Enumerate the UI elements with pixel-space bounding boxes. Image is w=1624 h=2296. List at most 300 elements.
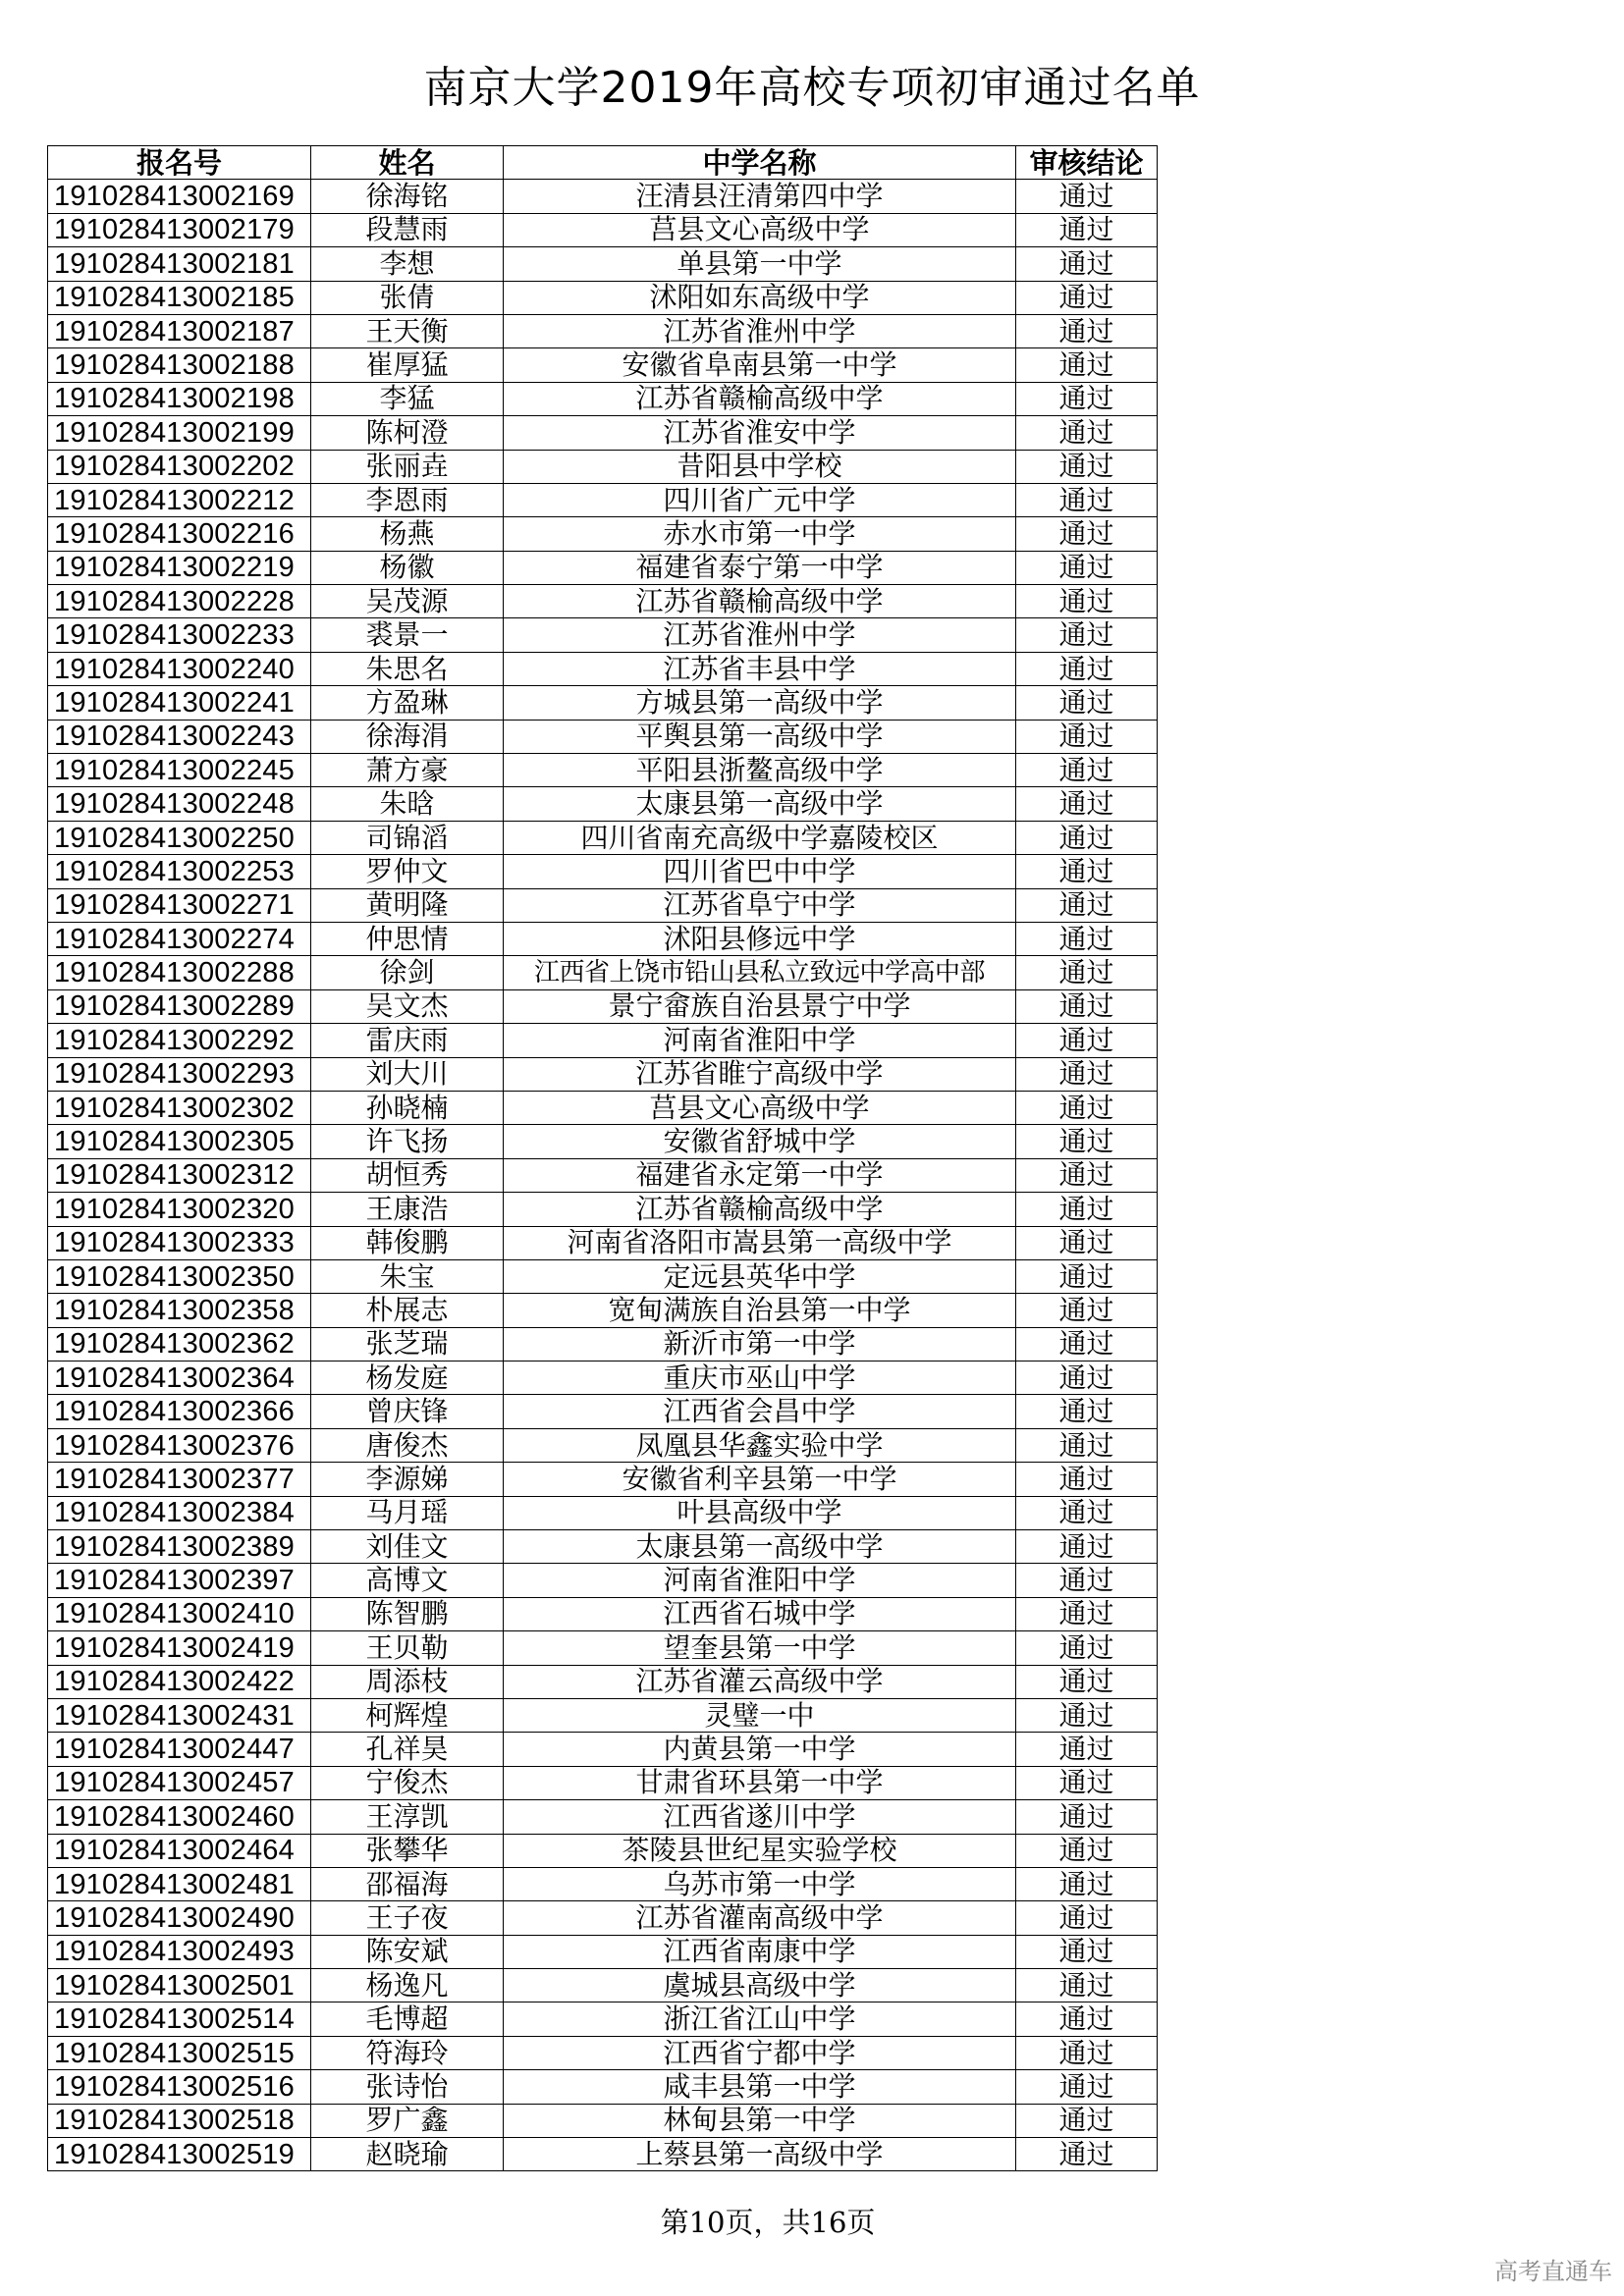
review-result-cell: 通过 (1016, 1766, 1158, 1799)
student-name-cell: 张芝瑞 (311, 1327, 504, 1361)
table-row (48, 1530, 1158, 1564)
table-row (48, 1867, 1158, 1900)
student-name-cell: 宁俊杰 (311, 1766, 504, 1799)
registration-number-cell: 191028413002274 (48, 922, 311, 955)
review-result-cell: 通过 (1016, 1631, 1158, 1665)
table-row (48, 888, 1158, 922)
student-name-cell: 朱宝 (311, 1259, 504, 1293)
review-result-cell: 通过 (1016, 1294, 1158, 1327)
table-row (48, 450, 1158, 483)
review-result-cell: 通过 (1016, 1800, 1158, 1834)
review-result-cell: 通过 (1016, 686, 1158, 720)
review-result-cell: 通过 (1016, 2070, 1158, 2104)
review-result-cell: 通过 (1016, 1091, 1158, 1124)
school-name-cell: 新沂市第一中学 (504, 1327, 1016, 1361)
table-row (48, 652, 1158, 685)
school-name-cell: 江苏省赣榆高级中学 (504, 585, 1016, 618)
review-result-cell: 通过 (1016, 314, 1158, 347)
review-result-cell: 通过 (1016, 989, 1158, 1023)
student-name-cell: 朴展志 (311, 1294, 504, 1327)
school-name-cell: 江苏省淮安中学 (504, 416, 1016, 450)
registration-number-cell: 191028413002248 (48, 787, 311, 821)
registration-number-cell: 191028413002384 (48, 1496, 311, 1529)
school-name-cell: 重庆市巫山中学 (504, 1362, 1016, 1395)
registration-number-cell: 191028413002389 (48, 1530, 311, 1564)
school-name-cell: 四川省南充高级中学嘉陵校区 (504, 821, 1016, 854)
table-row (48, 213, 1158, 246)
student-name-cell: 王康浩 (311, 1193, 504, 1226)
registration-number-cell: 191028413002179 (48, 213, 311, 246)
review-result-cell: 通过 (1016, 754, 1158, 787)
table-row (48, 618, 1158, 652)
table-row (48, 1294, 1158, 1327)
student-name-cell: 李想 (311, 247, 504, 281)
student-name-cell: 柯辉煌 (311, 1698, 504, 1732)
school-name-cell: 安徽省舒城中学 (504, 1125, 1016, 1158)
review-result-cell: 通过 (1016, 787, 1158, 821)
review-result-cell: 通过 (1016, 1226, 1158, 1259)
school-name-cell: 四川省巴中中学 (504, 855, 1016, 888)
registration-number-cell: 191028413002188 (48, 348, 311, 382)
table-row (48, 1024, 1158, 1057)
table-row (48, 1733, 1158, 1766)
student-name-cell: 王贝勒 (311, 1631, 504, 1665)
registration-number-cell: 191028413002271 (48, 888, 311, 922)
table-row (48, 585, 1158, 618)
school-name-cell: 茶陵县世纪星实验学校 (504, 1834, 1016, 1867)
review-result-cell: 通过 (1016, 2002, 1158, 2036)
school-name-cell: 江西省上饶市铅山县私立致远中学高中部 (504, 956, 1016, 989)
table-row (48, 989, 1158, 1023)
school-name-cell: 太康县第一高级中学 (504, 1530, 1016, 1564)
student-name-cell: 黄明隆 (311, 888, 504, 922)
review-result-cell: 通过 (1016, 1597, 1158, 1630)
student-name-cell: 刘佳文 (311, 1530, 504, 1564)
registration-number-cell: 191028413002219 (48, 551, 311, 584)
student-name-cell: 李猛 (311, 382, 504, 415)
table-row (48, 2104, 1158, 2137)
school-name-cell: 江苏省淮州中学 (504, 618, 1016, 652)
table-row (48, 1901, 1158, 1935)
school-name-cell: 江西省南康中学 (504, 1935, 1016, 1968)
student-name-cell: 罗仲文 (311, 855, 504, 888)
school-name-cell: 江苏省丰县中学 (504, 652, 1016, 685)
student-name-cell: 孔祥昊 (311, 1733, 504, 1766)
table-row (48, 1665, 1158, 1698)
table-header-row (48, 146, 1158, 180)
school-name-cell: 平阳县浙鳌高级中学 (504, 754, 1016, 787)
review-result-cell: 通过 (1016, 1024, 1158, 1057)
table-row (48, 1057, 1158, 1091)
registration-number-cell: 191028413002198 (48, 382, 311, 415)
table-row (48, 686, 1158, 720)
registration-number-cell: 191028413002518 (48, 2104, 311, 2137)
table-body (48, 180, 1158, 2171)
review-result-cell: 通过 (1016, 213, 1158, 246)
table-row (48, 2002, 1158, 2036)
school-name-cell: 莒县文心高级中学 (504, 1091, 1016, 1124)
table-row (48, 1158, 1158, 1192)
student-name-cell: 徐海涓 (311, 720, 504, 753)
student-name-cell: 方盈琳 (311, 686, 504, 720)
roster-table (47, 145, 1158, 2171)
student-name-cell: 毛博超 (311, 2002, 504, 2036)
school-name-cell: 安徽省阜南县第一中学 (504, 348, 1016, 382)
student-name-cell: 吴茂源 (311, 585, 504, 618)
school-name-cell: 甘肃省环县第一中学 (504, 1766, 1016, 1799)
school-name-cell: 宽甸满族自治县第一中学 (504, 1294, 1016, 1327)
review-result-cell: 通过 (1016, 517, 1158, 551)
table-row (48, 1935, 1158, 1968)
school-name-cell: 汪清县汪清第四中学 (504, 180, 1016, 213)
table-row (48, 2138, 1158, 2171)
registration-number-cell: 191028413002305 (48, 1125, 311, 1158)
student-name-cell: 韩俊鹏 (311, 1226, 504, 1259)
student-name-cell: 崔厚猛 (311, 348, 504, 382)
table-row (48, 382, 1158, 415)
student-name-cell: 高博文 (311, 1564, 504, 1597)
registration-number-cell: 191028413002212 (48, 483, 311, 516)
review-result-cell: 通过 (1016, 720, 1158, 753)
review-result-cell: 通过 (1016, 180, 1158, 213)
table-row (48, 787, 1158, 821)
table-row (48, 855, 1158, 888)
student-name-cell: 王天衡 (311, 314, 504, 347)
student-name-cell: 赵晓瑜 (311, 2138, 504, 2171)
student-name-cell: 王子夜 (311, 1901, 504, 1935)
table-row (48, 1800, 1158, 1834)
review-result-cell: 通过 (1016, 551, 1158, 584)
student-name-cell: 张丽垚 (311, 450, 504, 483)
page-title: 南京大学2019年高校专项初审通过名单 (423, 63, 1201, 113)
registration-number-cell: 191028413002292 (48, 1024, 311, 1057)
table-row (48, 1597, 1158, 1630)
school-name-cell: 赤水市第一中学 (504, 517, 1016, 551)
student-name-cell: 唐俊杰 (311, 1428, 504, 1462)
school-name-cell: 江苏省灌南高级中学 (504, 1901, 1016, 1935)
registration-number-cell: 191028413002514 (48, 2002, 311, 2036)
review-result-cell: 通过 (1016, 1362, 1158, 1395)
table-row (48, 281, 1158, 314)
registration-number-cell: 191028413002422 (48, 1665, 311, 1698)
review-result-cell: 通过 (1016, 1564, 1158, 1597)
registration-number-cell: 191028413002515 (48, 2036, 311, 2069)
table-row (48, 1259, 1158, 1293)
student-name-cell: 罗广鑫 (311, 2104, 504, 2137)
school-name-cell: 沭阳县修远中学 (504, 922, 1016, 955)
school-name-cell: 景宁畲族自治县景宁中学 (504, 989, 1016, 1023)
student-name-cell: 孙晓楠 (311, 1091, 504, 1124)
review-result-cell: 通过 (1016, 1733, 1158, 1766)
review-result-cell: 通过 (1016, 416, 1158, 450)
registration-number-cell: 191028413002397 (48, 1564, 311, 1597)
table-row (48, 956, 1158, 989)
student-name-cell: 周添枝 (311, 1665, 504, 1698)
school-name-cell: 河南省淮阳中学 (504, 1564, 1016, 1597)
review-result-cell: 通过 (1016, 1327, 1158, 1361)
school-name-cell: 江苏省阜宁中学 (504, 888, 1016, 922)
review-result-cell: 通过 (1016, 956, 1158, 989)
table-row (48, 1698, 1158, 1732)
review-result-cell: 通过 (1016, 888, 1158, 922)
review-result-cell: 通过 (1016, 1867, 1158, 1900)
table-row (48, 1091, 1158, 1124)
student-name-cell: 胡恒秀 (311, 1158, 504, 1192)
registration-number-cell: 191028413002366 (48, 1395, 311, 1428)
watermark: 高考直通车 (1494, 2258, 1612, 2285)
page-number: 第10页，共16页 (660, 2206, 876, 2239)
registration-number-cell: 191028413002410 (48, 1597, 311, 1630)
registration-number-cell: 191028413002516 (48, 2070, 311, 2104)
student-name-cell: 朱思名 (311, 652, 504, 685)
student-name-cell: 刘大川 (311, 1057, 504, 1091)
review-result-cell: 通过 (1016, 1125, 1158, 1158)
student-name-cell: 雷庆雨 (311, 1024, 504, 1057)
registration-number-cell: 191028413002519 (48, 2138, 311, 2171)
registration-number-cell: 191028413002350 (48, 1259, 311, 1293)
student-name-cell: 李源娣 (311, 1463, 504, 1496)
table-row (48, 1362, 1158, 1395)
registration-number-cell: 191028413002240 (48, 652, 311, 685)
student-name-cell: 张诗怡 (311, 2070, 504, 2104)
review-result-cell: 通过 (1016, 450, 1158, 483)
school-name-cell: 福建省永定第一中学 (504, 1158, 1016, 1192)
review-result-cell: 通过 (1016, 585, 1158, 618)
school-name-cell: 沭阳如东高级中学 (504, 281, 1016, 314)
school-name-cell: 江西省宁都中学 (504, 2036, 1016, 2069)
review-result-cell: 通过 (1016, 1395, 1158, 1428)
review-result-cell: 通过 (1016, 247, 1158, 281)
registration-number-cell: 191028413002202 (48, 450, 311, 483)
school-name-cell: 林甸县第一中学 (504, 2104, 1016, 2137)
registration-number-cell: 191028413002481 (48, 1867, 311, 1900)
header-name: 姓名 (311, 146, 504, 180)
student-name-cell: 裘景一 (311, 618, 504, 652)
registration-number-cell: 191028413002187 (48, 314, 311, 347)
review-result-cell: 通过 (1016, 1428, 1158, 1462)
school-name-cell: 咸丰县第一中学 (504, 2070, 1016, 2104)
table-row (48, 517, 1158, 551)
school-name-cell: 江苏省赣榆高级中学 (504, 1193, 1016, 1226)
school-name-cell: 凤凰县华鑫实验中学 (504, 1428, 1016, 1462)
table-row (48, 821, 1158, 854)
registration-number-cell: 191028413002376 (48, 1428, 311, 1462)
student-name-cell: 朱晗 (311, 787, 504, 821)
review-result-cell: 通过 (1016, 1259, 1158, 1293)
student-name-cell: 杨燕 (311, 517, 504, 551)
school-name-cell: 乌苏市第一中学 (504, 1867, 1016, 1900)
table-row (48, 2036, 1158, 2069)
school-name-cell: 安徽省利辛县第一中学 (504, 1463, 1016, 1496)
registration-number-cell: 191028413002419 (48, 1631, 311, 1665)
table-row (48, 348, 1158, 382)
school-name-cell: 浙江省江山中学 (504, 2002, 1016, 2036)
school-name-cell: 江西省遂川中学 (504, 1800, 1016, 1834)
registration-number-cell: 191028413002362 (48, 1327, 311, 1361)
review-result-cell: 通过 (1016, 1698, 1158, 1732)
table-row (48, 1395, 1158, 1428)
table-row (48, 754, 1158, 787)
student-name-cell: 杨徽 (311, 551, 504, 584)
table-row (48, 2070, 1158, 2104)
school-name-cell: 江苏省淮州中学 (504, 314, 1016, 347)
student-name-cell: 徐海铭 (311, 180, 504, 213)
registration-number-cell: 191028413002490 (48, 1901, 311, 1935)
registration-number-cell: 191028413002431 (48, 1698, 311, 1732)
student-name-cell: 陈安斌 (311, 1935, 504, 1968)
student-name-cell: 符海玲 (311, 2036, 504, 2069)
student-name-cell: 徐剑 (311, 956, 504, 989)
review-result-cell: 通过 (1016, 2138, 1158, 2171)
student-name-cell: 杨逸凡 (311, 1969, 504, 2002)
school-name-cell: 四川省广元中学 (504, 483, 1016, 516)
table-row (48, 1463, 1158, 1496)
review-result-cell: 通过 (1016, 1935, 1158, 1968)
registration-number-cell: 191028413002302 (48, 1091, 311, 1124)
review-result-cell: 通过 (1016, 652, 1158, 685)
school-name-cell: 内黄县第一中学 (504, 1733, 1016, 1766)
school-name-cell: 单县第一中学 (504, 247, 1016, 281)
table-row (48, 1327, 1158, 1361)
school-name-cell: 上蔡县第一高级中学 (504, 2138, 1016, 2171)
registration-number-cell: 191028413002216 (48, 517, 311, 551)
registration-number-cell: 191028413002169 (48, 180, 311, 213)
review-result-cell: 通过 (1016, 1665, 1158, 1698)
registration-number-cell: 191028413002333 (48, 1226, 311, 1259)
registration-number-cell: 191028413002228 (48, 585, 311, 618)
school-name-cell: 河南省淮阳中学 (504, 1024, 1016, 1057)
review-result-cell: 通过 (1016, 855, 1158, 888)
student-name-cell: 仲思情 (311, 922, 504, 955)
student-name-cell: 陈智鹏 (311, 1597, 504, 1630)
student-name-cell: 段慧雨 (311, 213, 504, 246)
review-result-cell: 通过 (1016, 281, 1158, 314)
table-row (48, 1193, 1158, 1226)
registration-number-cell: 191028413002377 (48, 1463, 311, 1496)
review-result-cell: 通过 (1016, 1496, 1158, 1529)
review-result-cell: 通过 (1016, 618, 1158, 652)
table-row (48, 483, 1158, 516)
review-result-cell: 通过 (1016, 348, 1158, 382)
student-name-cell: 李恩雨 (311, 483, 504, 516)
review-result-cell: 通过 (1016, 1530, 1158, 1564)
school-name-cell: 灵璧一中 (504, 1698, 1016, 1732)
registration-number-cell: 191028413002460 (48, 1800, 311, 1834)
registration-number-cell: 191028413002447 (48, 1733, 311, 1766)
registration-number-cell: 191028413002501 (48, 1969, 311, 2002)
table-row (48, 1496, 1158, 1529)
table-row (48, 720, 1158, 753)
review-result-cell: 通过 (1016, 382, 1158, 415)
student-name-cell: 张倩 (311, 281, 504, 314)
table-row (48, 922, 1158, 955)
student-name-cell: 邵福海 (311, 1867, 504, 1900)
table-row (48, 1564, 1158, 1597)
registration-number-cell: 191028413002199 (48, 416, 311, 450)
registration-number-cell: 191028413002241 (48, 686, 311, 720)
review-result-cell: 通过 (1016, 1158, 1158, 1192)
student-name-cell: 吴文杰 (311, 989, 504, 1023)
table-row (48, 1428, 1158, 1462)
school-name-cell: 方城县第一高级中学 (504, 686, 1016, 720)
registration-number-cell: 191028413002233 (48, 618, 311, 652)
registration-number-cell: 191028413002457 (48, 1766, 311, 1799)
school-name-cell: 望奎县第一中学 (504, 1631, 1016, 1665)
review-result-cell: 通过 (1016, 483, 1158, 516)
review-result-cell: 通过 (1016, 922, 1158, 955)
review-result-cell: 通过 (1016, 1463, 1158, 1496)
review-result-cell: 通过 (1016, 1057, 1158, 1091)
school-name-cell: 江苏省灌云高级中学 (504, 1665, 1016, 1698)
school-name-cell: 叶县高级中学 (504, 1496, 1016, 1529)
review-result-cell: 通过 (1016, 1901, 1158, 1935)
school-name-cell: 江西省石城中学 (504, 1597, 1016, 1630)
school-name-cell: 河南省洛阳市嵩县第一高级中学 (504, 1226, 1016, 1259)
header-registration-number: 报名号 (48, 146, 311, 180)
student-name-cell: 陈柯澄 (311, 416, 504, 450)
student-name-cell: 王淳凯 (311, 1800, 504, 1834)
school-name-cell: 平舆县第一高级中学 (504, 720, 1016, 753)
registration-number-cell: 191028413002181 (48, 247, 311, 281)
header-school-name: 中学名称 (504, 146, 1016, 180)
school-name-cell: 昔阳县中学校 (504, 450, 1016, 483)
table-row (48, 1631, 1158, 1665)
registration-number-cell: 191028413002364 (48, 1362, 311, 1395)
registration-number-cell: 191028413002185 (48, 281, 311, 314)
registration-number-cell: 191028413002288 (48, 956, 311, 989)
registration-number-cell: 191028413002358 (48, 1294, 311, 1327)
registration-number-cell: 191028413002243 (48, 720, 311, 753)
table-row (48, 551, 1158, 584)
student-name-cell: 许飞扬 (311, 1125, 504, 1158)
review-result-cell: 通过 (1016, 1193, 1158, 1226)
table-row (48, 1834, 1158, 1867)
review-result-cell: 通过 (1016, 2104, 1158, 2137)
table-row (48, 247, 1158, 281)
table-row (48, 314, 1158, 347)
registration-number-cell: 191028413002289 (48, 989, 311, 1023)
school-name-cell: 虞城县高级中学 (504, 1969, 1016, 2002)
table-row (48, 416, 1158, 450)
school-name-cell: 福建省泰宁第一中学 (504, 551, 1016, 584)
student-name-cell: 马月瑶 (311, 1496, 504, 1529)
registration-number-cell: 191028413002293 (48, 1057, 311, 1091)
review-result-cell: 通过 (1016, 2036, 1158, 2069)
student-name-cell: 曾庆锋 (311, 1395, 504, 1428)
student-name-cell: 张攀华 (311, 1834, 504, 1867)
registration-number-cell: 191028413002250 (48, 821, 311, 854)
table-row (48, 1125, 1158, 1158)
student-name-cell: 萧方豪 (311, 754, 504, 787)
review-result-cell: 通过 (1016, 821, 1158, 854)
registration-number-cell: 191028413002464 (48, 1834, 311, 1867)
school-name-cell: 江苏省睢宁高级中学 (504, 1057, 1016, 1091)
school-name-cell: 江苏省赣榆高级中学 (504, 382, 1016, 415)
registration-number-cell: 191028413002245 (48, 754, 311, 787)
review-result-cell: 通过 (1016, 1834, 1158, 1867)
table-row (48, 1226, 1158, 1259)
student-name-cell: 司锦滔 (311, 821, 504, 854)
table-row (48, 180, 1158, 213)
registration-number-cell: 191028413002312 (48, 1158, 311, 1192)
registration-number-cell: 191028413002493 (48, 1935, 311, 1968)
registration-number-cell: 191028413002253 (48, 855, 311, 888)
review-result-cell: 通过 (1016, 1969, 1158, 2002)
school-name-cell: 太康县第一高级中学 (504, 787, 1016, 821)
school-name-cell: 定远县英华中学 (504, 1259, 1016, 1293)
registration-number-cell: 191028413002320 (48, 1193, 311, 1226)
table-row (48, 1766, 1158, 1799)
